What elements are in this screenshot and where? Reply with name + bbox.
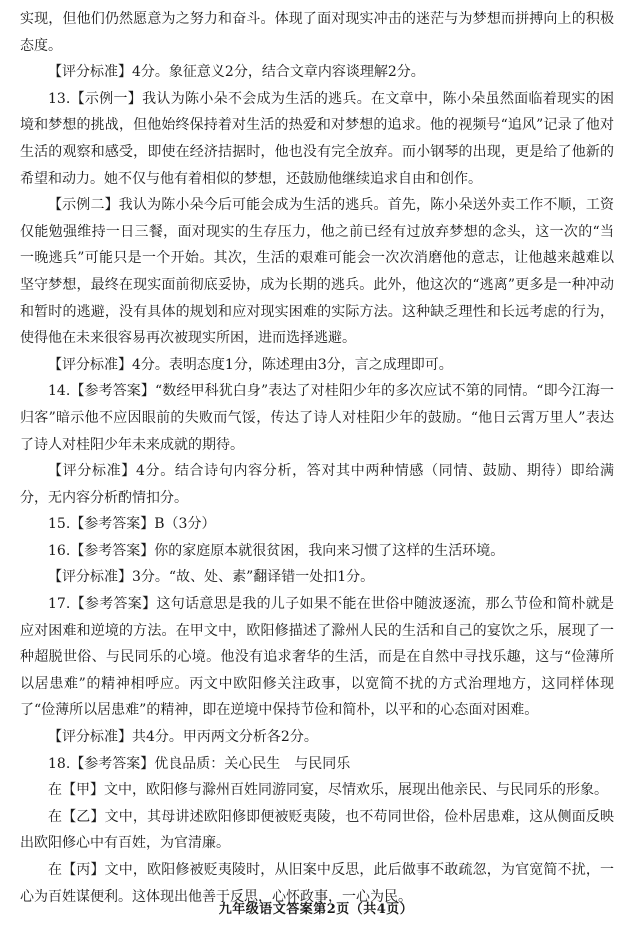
paragraph-6: 14.【参考答案】“数经甲科犹白身”表达了对桂阳少年的多次应试不第的同情。“即今江海一归客”暗示他不应因眼前的失败而气馁，传达了诗人对桂阳少年的鼓励。“他日云霄万里人”表达了诗人对桂阳少年未来成就的期待。 xyxy=(20,383,614,453)
answer-page-body xyxy=(20,6,614,910)
paragraph-1: 实现，但他们仍然愿意为之努力和奋斗。体现了面对现实冲击的迷茫与为梦想而拼搏向上的积极态度。 xyxy=(20,11,614,54)
paragraph-4: 【示例二】我认为陈小朵今后可能会成为生活的逃兵。首先，陈小朵送外卖工作不顺，工资仅能勉强维持一日三餐，面对现实的生存压力，他之前已经有过放弃梦想的念头，这一次的“当一晚逃兵”可能只是一个开始。其次，生活的艰难可能会一次次消磨他的意志，让他越来越难以坚守梦想，最终在现实面前彻底妥协，成为长期的逃兵。此外，他这次的“逃离”更多是一种冲动和暂时的逃避，没有具体的规划和应对现实困难的实际方法。这种缺乏理性和长远考虑的行为，使得他在未来很容易再次被现实所困，进而选择逃避。 xyxy=(20,197,614,347)
page-footer: 九年级语文答案第2页（共4页） xyxy=(218,902,414,917)
paragraph-16: 在【丙】文中，欧阳修被贬夷陵时，从旧案中反思，此后做事不敢疏忽，为官宽简不扰，一心为百姓谋便利。这体现出他善于反思，心怀政事，一心为民。 xyxy=(20,862,614,905)
paragraph-5: 【评分标准】4分。表明态度1分，陈述理由3分，言之成理即可。 xyxy=(48,356,453,373)
paragraph-12: 【评分标准】共4分。甲丙两文分析各2分。 xyxy=(48,729,318,746)
paragraph-7: 【评分标准】4分。结合诗句内容分析，答对其中两种情感（同情、鼓励、期待）即给满分，无内容分析酌情扣分。 xyxy=(20,463,614,506)
paragraph-10: 【评分标准】3分。“故、处、素”翻译错一处扣1分。 xyxy=(48,569,375,586)
paragraph-14: 在【甲】文中，欧阳修与滁州百姓同游同宴，尽情欢乐，展现出他亲民、与民同乐的形象。 xyxy=(48,782,608,799)
paragraph-11: 17.【参考答案】这句话意思是我的儿子如果不能在世俗中随波逐流，那么节俭和简朴就是应对困难和逆境的方法。在甲文中，欧阳修描述了滁州人民的生活和自己的宴饮之乐，展现了一种超脱世俗、与民同乐的心境。他没有追求奢华的生活，而是在自然中寻找乐趣，这与“俭薄所以居患难”的精神相呼应。丙文中欧阳修关注政事，以宽简不扰的方式治理地方，这同样体现了“俭薄所以居患难”的精神，即在逆境中保持节俭和简朴，以平和的心态面对困难。 xyxy=(20,596,614,719)
paragraph-3: 13.【示例一】我认为陈小朵不会成为生活的逃兵。在文章中，陈小朵虽然面临着现实的困境和梦想的挑战，但他始终保持着对生活的热爱和对梦想的追求。他的视频号“追风”记录了他对生活的观察和感受，即使在经济拮据时，他也没有完全放弃。而小钢琴的出现，更是给了他新的希望和动力。她不仅与他有着相似的梦想，还鼓励他继续追求自由和创作。 xyxy=(20,90,614,187)
paragraph-15: 在【乙】文中，其母讲述欧阳修即便被贬夷陵，也不苟同世俗，俭朴居患难，这从侧面反映出欧阳修心中有百姓，为官清廉。 xyxy=(20,808,614,852)
paragraph-9: 16.【参考答案】你的家庭原本就很贫困，我向来习惯了这样的生活环境。 xyxy=(48,542,505,559)
paragraph-8: 15.【参考答案】B（3分） xyxy=(48,516,216,533)
paragraph-2: 【评分标准】4分。象征意义2分，结合文章内容谈理解2分。 xyxy=(48,64,425,81)
paragraph-13: 18.【参考答案】优良品质：关心民生 与民同乐 xyxy=(48,755,351,772)
